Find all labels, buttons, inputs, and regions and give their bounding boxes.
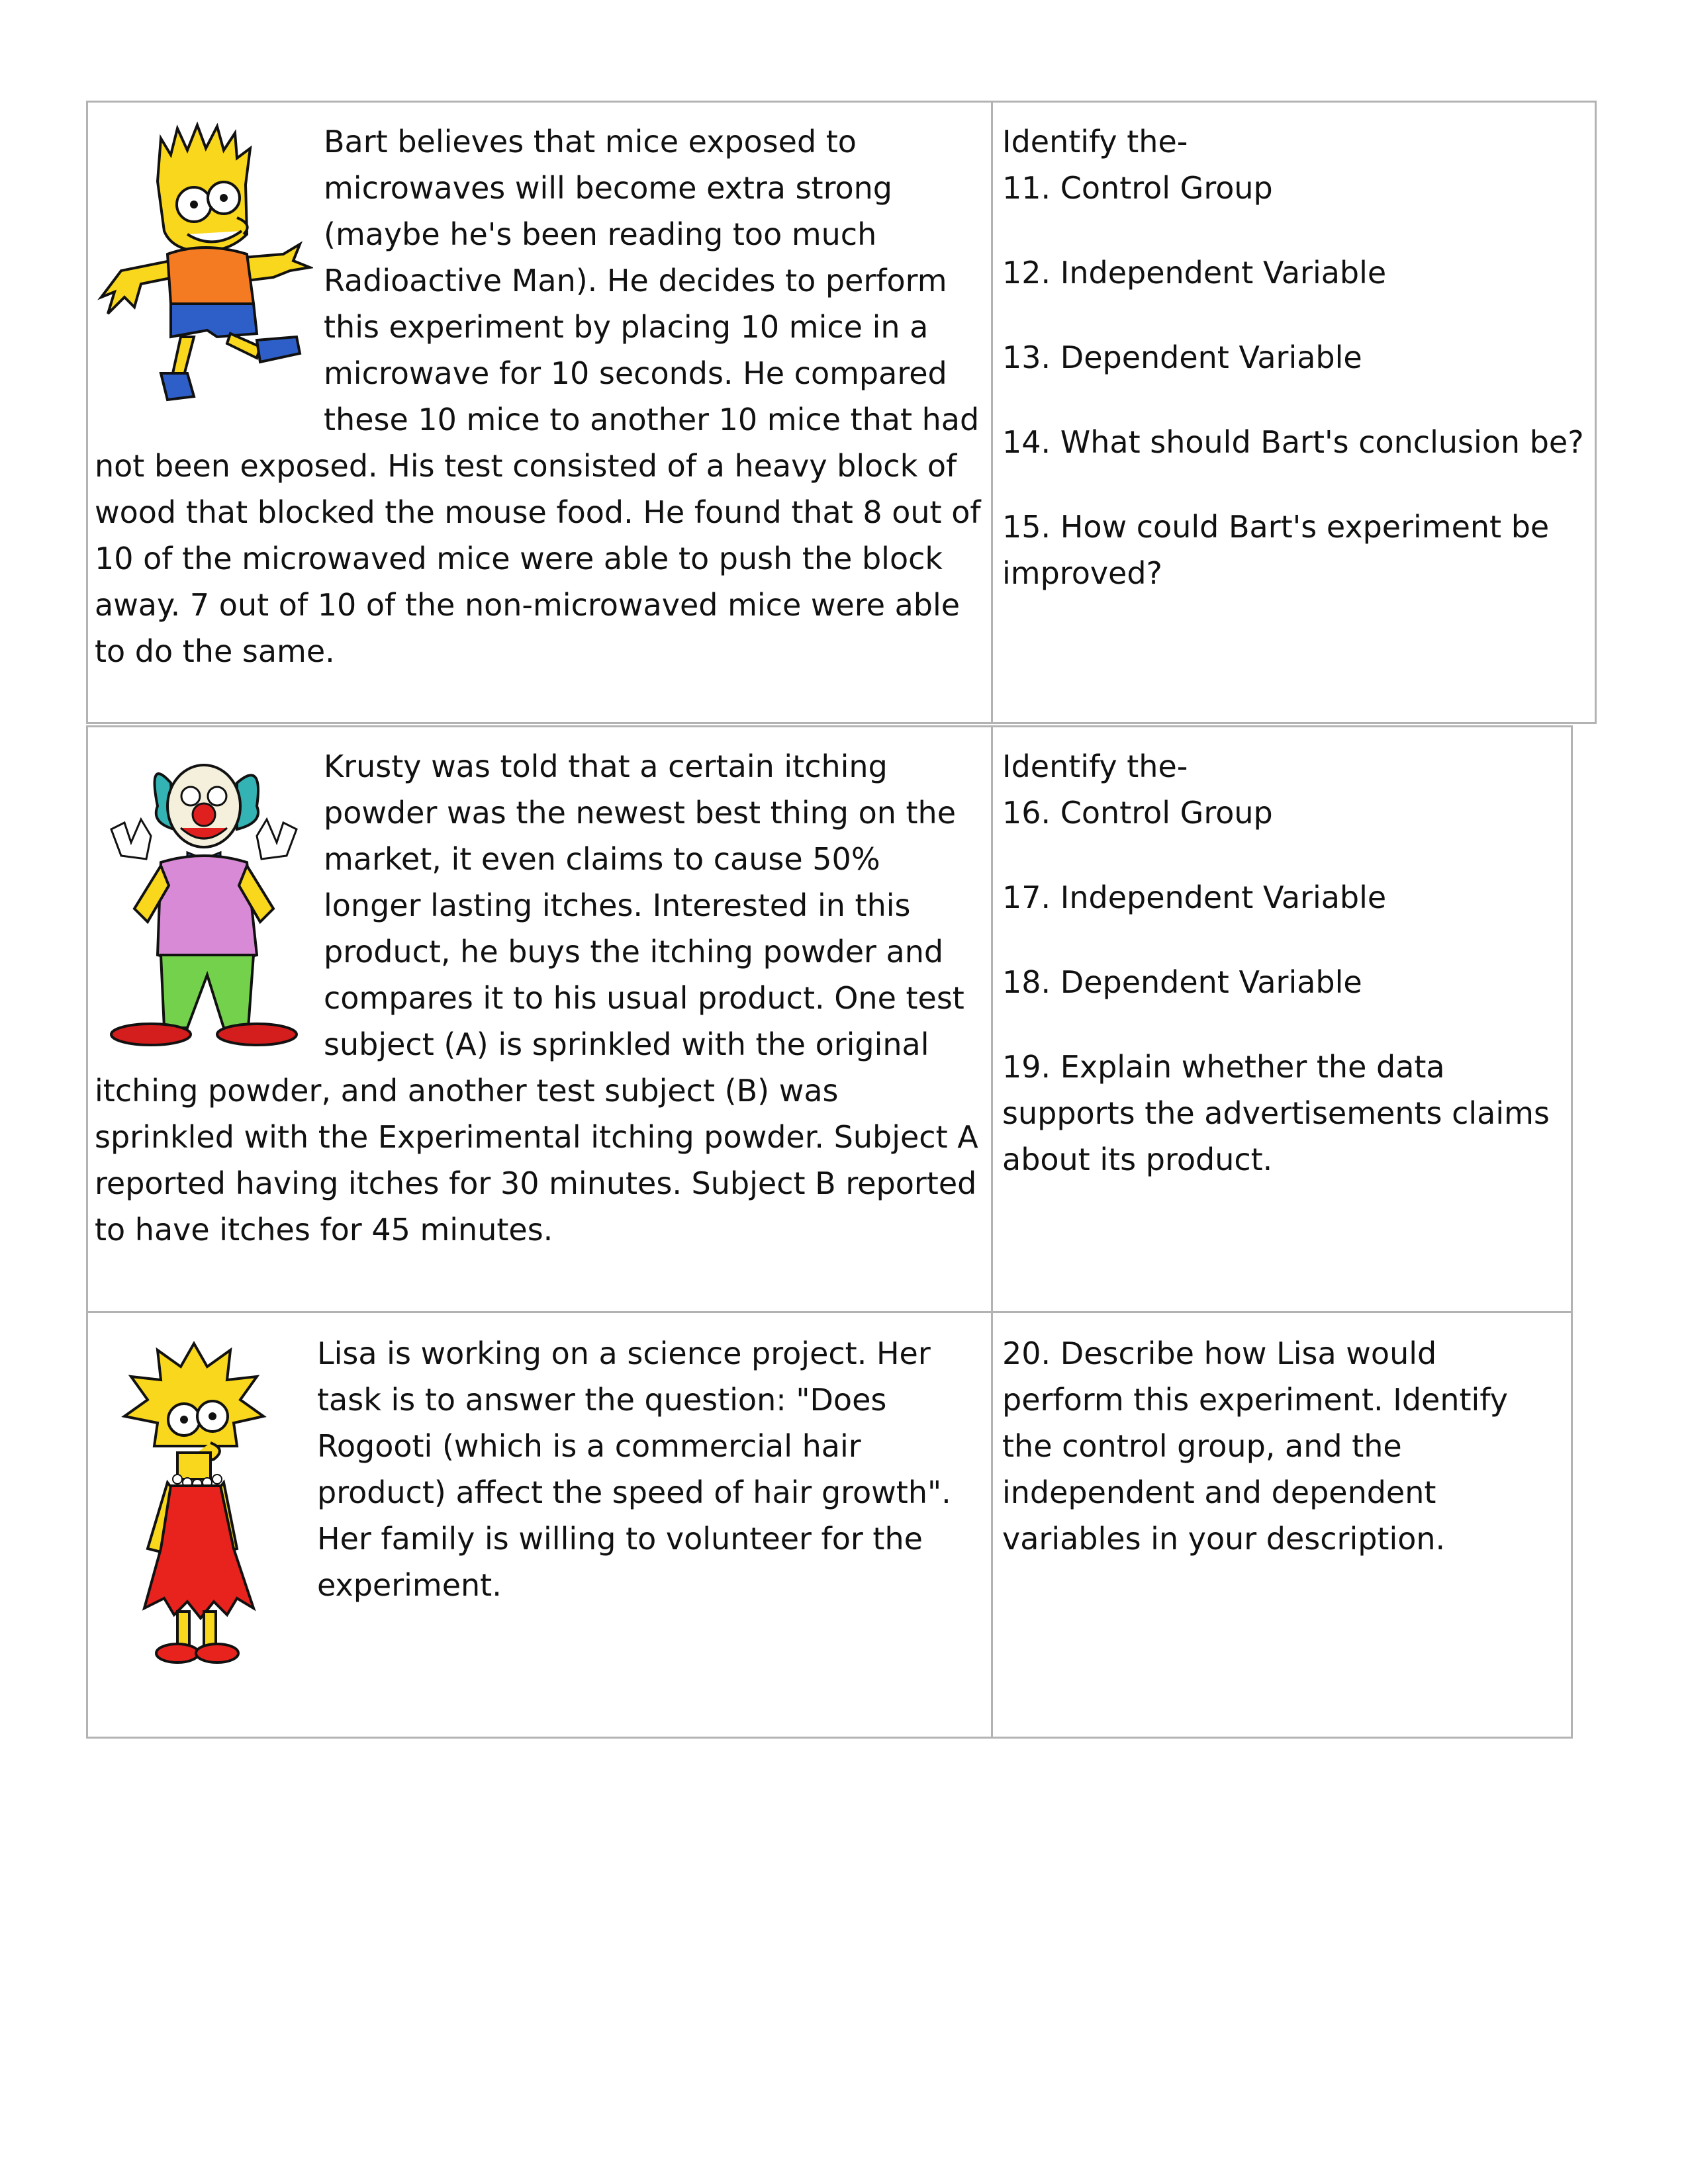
bart-story: [88, 118, 991, 674]
krusty-story: [88, 743, 991, 1253]
krusty-identify-prompt: Identify the-: [1002, 749, 1188, 784]
question-20: 20. Describe how Lisa would perform this experiment. Identify the control group, and the independent and dependent variables in your description.: [1002, 1336, 1508, 1557]
question-16: 16. Control Group: [1002, 795, 1273, 831]
krusty-questions: [993, 743, 1571, 1183]
bart-simpson-image: [95, 118, 313, 410]
question-11: 11. Control Group: [1002, 170, 1273, 206]
bart-story-text: Bart believes that mice exposed to microwaves will become extra strong (maybe he's been reading too much Radioactive Man). He decides to perform this experiment by placing 10 mice in a microwave for 10 seconds. He compared these 10 mice to another 10 mice that had not been exposed. His test consisted of a heavy block of wood that blocked the mouse food. He found that 8 out of 10 of the microwaved mice were able to push the block away. 7 out of 10 of the non-microwaved mice were able to do the same.: [95, 124, 981, 669]
bart-story-cell: [88, 103, 991, 722]
lisa-story-cell: [88, 1313, 991, 1737]
bart-identify-prompt: Identify the-: [1002, 124, 1188, 159]
krusty-clown-image: [95, 743, 313, 1048]
question-17: 17. Independent Variable: [1002, 880, 1387, 915]
lisa-story-text: Lisa is working on a science project. Her task is to answer the question: "Does Rogooti (which is a commercial hair product) affect the speed of hair growth". Her family is willing to volunteer for the experiment.: [317, 1336, 951, 1603]
bart-exercise-table: [86, 101, 1597, 724]
question-14: 14. What should Bart's conclusion be?: [1002, 424, 1584, 460]
lisa-illustration: [95, 1330, 306, 1674]
question-12: 12. Independent Variable: [1002, 255, 1387, 291]
krusty-exercise-table: [86, 725, 1573, 1313]
krusty-questions-cell: [993, 727, 1571, 1311]
bart-questions-cell: [993, 103, 1595, 722]
lisa-questions: [993, 1330, 1571, 1562]
question-18: 18. Dependent Variable: [1002, 964, 1362, 1000]
bart-questions: [993, 118, 1595, 596]
lisa-exercise-table: [86, 1311, 1573, 1739]
question-19: 19. Explain whether the data supports the advertisements claims about its product.: [1002, 1049, 1550, 1177]
lisa-questions-cell: [993, 1313, 1571, 1737]
krusty-story-text: Krusty was told that a certain itching powder was the newest best thing on the market, it even claims to cause 50% longer lasting itches. Interested in this product, he buys the itching powder and compares it to his usual product. One test subject (A) is sprinkled with the original itching powder, and another test subject (B) was sprinkled with the Experimental itching powder. Subject A reported having itches for 30 minutes. Subject B reported to have itches for 45 minutes.: [95, 749, 978, 1248]
bart-illustration: [95, 118, 313, 423]
krusty-illustration: [95, 743, 313, 1054]
question-13: 13. Dependent Variable: [1002, 340, 1362, 375]
question-15: 15. How could Bart's experiment be improved?: [1002, 509, 1550, 591]
lisa-simpson-image: [95, 1330, 293, 1668]
krusty-story-cell: [88, 727, 991, 1311]
lisa-story: [88, 1330, 991, 1608]
